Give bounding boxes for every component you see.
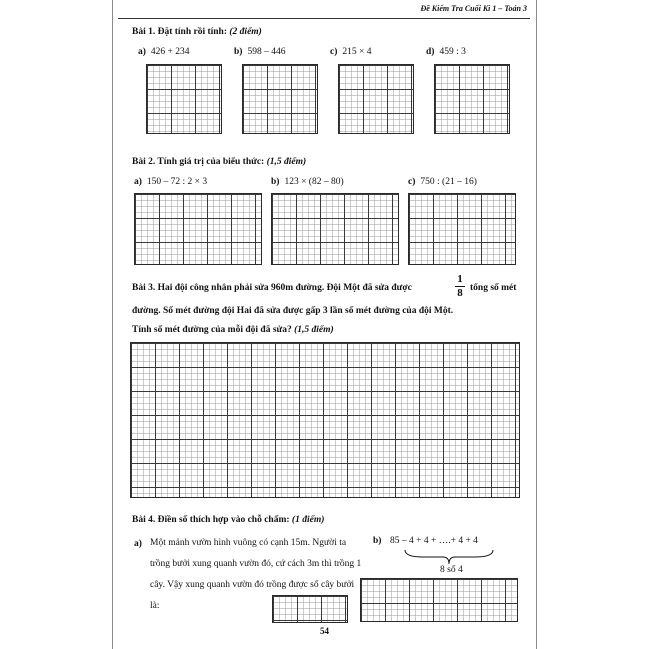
bai3-points: (1,5 điểm) (294, 325, 334, 335)
bai4-a-label (134, 539, 147, 549)
bai2-title (132, 157, 306, 167)
bai1-grid-c[interactable] (338, 64, 414, 134)
bai1-item-b-expr: 598 – 446 (247, 47, 286, 57)
bai2-item-a (134, 177, 207, 187)
bai1-item-d-label: d) (426, 47, 435, 57)
bai1-grid-d[interactable] (434, 64, 510, 134)
bai1-item-d (426, 47, 466, 57)
bai1-item-a (138, 47, 190, 57)
bai1-title (132, 27, 262, 37)
bai2-item-b-expr: 123 × (82 – 80) (284, 177, 344, 187)
bai4-title (132, 515, 324, 525)
bai4-b-answer-grid[interactable] (360, 578, 518, 622)
page-number: 54 (320, 626, 329, 636)
bai4-a-text-content: Một mảnh vườn hình vuông có cạnh 15m. Người ta trồng bưởi xung quanh vườn đó, cứ cách 3m thì trồng 1 cây. Vậy xung quanh vườn đó trồng được số cây bưởi là: (150, 538, 362, 611)
bai3-line3-text: Tính số mét đường của mỗi đội đã sửa? (132, 325, 295, 335)
bai2-grid-c[interactable] (408, 193, 516, 265)
bai3-line1-after: tổng số mét (470, 283, 517, 293)
bai3-line3 (132, 325, 334, 335)
header-rule (118, 18, 530, 19)
bai1-item-c (330, 47, 372, 57)
bai2-item-c-expr: 750 : (21 – 16) (420, 177, 477, 187)
bai3-fraction (455, 274, 465, 299)
bai4-points: (1 điểm) (291, 515, 325, 525)
page-header: Đề Kiểm Tra Cuối Kì 1 – Toán 3 (420, 4, 527, 13)
bai1-item-a-expr: 426 + 234 (150, 47, 190, 57)
bai1-grid-a[interactable] (146, 64, 222, 134)
bai3-grid[interactable] (130, 342, 520, 498)
bai2-grid-a[interactable] (134, 193, 262, 265)
bai4-brace-label: 8 số 4 (440, 565, 463, 575)
page-right-edge (536, 0, 537, 649)
bai4-brace (403, 548, 495, 566)
bai1-item-a-label: a) (138, 47, 146, 57)
fraction-denominator: 8 (457, 287, 463, 299)
bai1-item-b-label: b) (234, 47, 243, 57)
bai1-grid-b[interactable] (242, 64, 318, 134)
fraction-numerator: 1 (457, 273, 463, 285)
bai2-item-a-expr: 150 – 72 : 2 × 3 (146, 177, 208, 187)
bai2-item-c-label: c) (408, 177, 416, 187)
bai1-item-b (234, 47, 285, 57)
bai3-line1-before: Bài 3. Hai đội công nhân phải sửa 960m đường. Đội Một đã sửa được (132, 283, 412, 293)
bai4-a-label-text: a) (134, 539, 142, 549)
bai2-title-text: Bài 2. Tính giá trị của biểu thức: (132, 157, 267, 167)
bai3-line2: đường. Số mét đường đội Hai đã sửa được gấp 3 lần số mét đường của đội Một. (132, 306, 454, 316)
bai4-b-label (373, 536, 386, 546)
bai4-a-answer-grid[interactable] (272, 595, 348, 623)
bai2-grid-b[interactable] (271, 193, 399, 265)
bai1-points: (2 điểm) (229, 27, 262, 37)
bai4-b-expr: 85 – 4 + 4 + ….+ 4 + 4 (390, 536, 478, 546)
bai2-item-c (408, 177, 477, 187)
bai4-b-label-text: b) (373, 536, 382, 546)
page-left-edge (112, 0, 113, 649)
bai1-item-d-expr: 459 : 3 (439, 47, 466, 57)
bai1-item-c-label: c) (330, 47, 338, 57)
bai2-item-a-label: a) (134, 177, 142, 187)
bai1-item-c-expr: 215 × 4 (342, 47, 372, 57)
bai2-points: (1,5 điểm) (266, 157, 307, 167)
bai4-title-text: Bài 4. Điền số thích hợp vào chỗ chấm: (132, 515, 292, 525)
bai2-item-b-label: b) (271, 177, 280, 187)
bai1-title-text: Bài 1. Đặt tính rồi tính: (132, 27, 230, 37)
bai2-item-b (271, 177, 344, 187)
